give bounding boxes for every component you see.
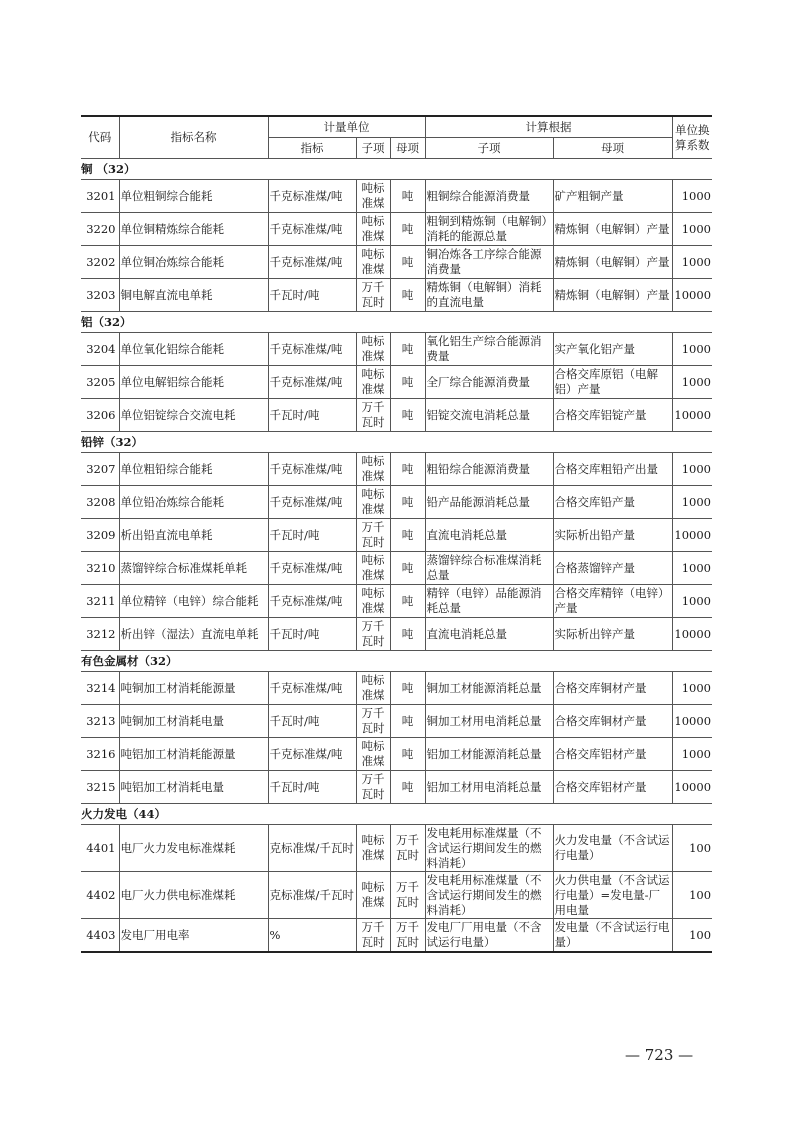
row-sub-unit: 吨标准煤 xyxy=(356,672,390,705)
row-calc-sub: 铜冶炼各工序综合能源消费量 xyxy=(425,246,553,279)
row-sub-unit: 万千瓦时 xyxy=(356,919,390,953)
row-name: 吨铜加工材消耗能源量 xyxy=(119,672,268,705)
row-name: 单位粗铜综合能耗 xyxy=(119,180,268,213)
row-unit: 克标准煤/千瓦时 xyxy=(268,872,356,919)
row-code: 3207 xyxy=(81,453,119,486)
row-name: 蒸馏锌综合标准煤耗单耗 xyxy=(119,552,268,585)
row-calc-denom: 合格交库铝材产量 xyxy=(553,738,672,771)
row-name: 单位铅冶炼综合能耗 xyxy=(119,486,268,519)
row-calc-sub: 全厂综合能源消费量 xyxy=(425,366,553,399)
row-calc-denom: 精炼铜（电解铜）产量 xyxy=(553,213,672,246)
row-code: 3205 xyxy=(81,366,119,399)
row-calc-denom: 合格交库铝材产量 xyxy=(553,771,672,804)
header-code: 代码 xyxy=(81,116,119,159)
row-sub-unit: 万千瓦时 xyxy=(356,618,390,651)
row-code: 3220 xyxy=(81,213,119,246)
row-calc-sub: 发电厂厂用电量（不含试运行电量） xyxy=(425,919,553,953)
row-code: 3203 xyxy=(81,279,119,312)
table-body xyxy=(81,159,712,953)
table-row xyxy=(81,738,712,771)
header-calc-sub: 子项 xyxy=(425,138,553,159)
row-sub-unit: 吨标准煤 xyxy=(356,213,390,246)
row-sub-unit: 吨标准煤 xyxy=(356,246,390,279)
row-denom-unit: 吨 xyxy=(390,333,425,366)
row-denom-unit: 吨 xyxy=(390,246,425,279)
row-name: 电厂火力发电标准煤耗 xyxy=(119,825,268,872)
row-calc-denom: 合格交库铜材产量 xyxy=(553,705,672,738)
row-name: 单位精锌（电锌）综合能耗 xyxy=(119,585,268,618)
row-calc-sub: 铝加工材能源消耗总量 xyxy=(425,738,553,771)
row-factor: 1000 xyxy=(672,552,712,585)
row-unit: 千克标准煤/吨 xyxy=(268,738,356,771)
row-unit: 千克标准煤/吨 xyxy=(268,180,356,213)
header-calc-denom: 母项 xyxy=(553,138,672,159)
table-row xyxy=(81,366,712,399)
table-row xyxy=(81,585,712,618)
row-unit: 千克标准煤/吨 xyxy=(268,486,356,519)
row-factor: 1000 xyxy=(672,486,712,519)
row-denom-unit: 吨 xyxy=(390,399,425,432)
row-calc-sub: 粗铅综合能源消费量 xyxy=(425,453,553,486)
section-title: 铅锌（32） xyxy=(81,432,712,453)
row-denom-unit: 吨 xyxy=(390,771,425,804)
table-row xyxy=(81,919,712,953)
row-calc-sub: 氧化铝生产综合能源消费量 xyxy=(425,333,553,366)
row-unit: 千克标准煤/吨 xyxy=(268,585,356,618)
row-denom-unit: 万千瓦时 xyxy=(390,872,425,919)
row-unit: 克标准煤/千瓦时 xyxy=(268,825,356,872)
row-unit: 千瓦时/吨 xyxy=(268,618,356,651)
header-factor: 单位换算系数 xyxy=(672,116,712,159)
row-calc-denom: 合格交库粗铅产出量 xyxy=(553,453,672,486)
row-denom-unit: 吨 xyxy=(390,585,425,618)
row-factor: 1000 xyxy=(672,672,712,705)
row-unit: % xyxy=(268,919,356,953)
row-calc-denom: 发电量（不含试运行电量） xyxy=(553,919,672,953)
row-calc-denom: 火力供电量（不含试运行电量）=发电量-厂用电量 xyxy=(553,872,672,919)
row-code: 3211 xyxy=(81,585,119,618)
row-name: 吨铜加工材消耗电量 xyxy=(119,705,268,738)
row-denom-unit: 吨 xyxy=(390,213,425,246)
section-header xyxy=(81,159,712,180)
row-calc-sub: 精炼铜（电解铜）消耗的直流电量 xyxy=(425,279,553,312)
row-denom-unit: 吨 xyxy=(390,738,425,771)
row-sub-unit: 万千瓦时 xyxy=(356,399,390,432)
row-calc-sub: 铅产品能源消耗总量 xyxy=(425,486,553,519)
row-calc-sub: 粗铜到精炼铜（电解铜）消耗的能源总量 xyxy=(425,213,553,246)
row-name: 单位氧化铝综合能耗 xyxy=(119,333,268,366)
row-calc-sub: 发电耗用标准煤量（不含试运行期间发生的燃料消耗） xyxy=(425,872,553,919)
row-calc-sub: 铝加工材用电消耗总量 xyxy=(425,771,553,804)
row-calc-denom: 矿产粗铜产量 xyxy=(553,180,672,213)
header-calc-group: 计算根据 xyxy=(425,116,672,138)
table-row xyxy=(81,825,712,872)
row-name: 吨铝加工材消耗能源量 xyxy=(119,738,268,771)
row-name: 析出铅直流电单耗 xyxy=(119,519,268,552)
row-unit: 千克标准煤/吨 xyxy=(268,552,356,585)
table-row xyxy=(81,486,712,519)
row-code: 3202 xyxy=(81,246,119,279)
row-code: 3215 xyxy=(81,771,119,804)
row-denom-unit: 吨 xyxy=(390,453,425,486)
row-sub-unit: 万千瓦时 xyxy=(356,279,390,312)
row-calc-denom: 精炼铜（电解铜）产量 xyxy=(553,279,672,312)
row-code: 3208 xyxy=(81,486,119,519)
row-factor: 1000 xyxy=(672,453,712,486)
section-header xyxy=(81,432,712,453)
row-denom-unit: 吨 xyxy=(390,705,425,738)
table-row xyxy=(81,399,712,432)
row-factor: 100 xyxy=(672,825,712,872)
row-calc-denom: 精炼铜（电解铜）产量 xyxy=(553,246,672,279)
row-denom-unit: 万千瓦时 xyxy=(390,919,425,953)
row-code: 4403 xyxy=(81,919,119,953)
row-factor: 10000 xyxy=(672,399,712,432)
row-factor: 10000 xyxy=(672,771,712,804)
header-name: 指标名称 xyxy=(119,116,268,159)
table-row xyxy=(81,771,712,804)
row-calc-denom: 合格蒸馏锌产量 xyxy=(553,552,672,585)
row-calc-sub: 铜加工材能源消耗总量 xyxy=(425,672,553,705)
row-calc-sub: 精锌（电锌）品能源消耗总量 xyxy=(425,585,553,618)
row-calc-sub: 铜加工材用电消耗总量 xyxy=(425,705,553,738)
row-code: 4402 xyxy=(81,872,119,919)
row-calc-denom: 合格交库原铝（电解铝）产量 xyxy=(553,366,672,399)
row-factor: 1000 xyxy=(672,585,712,618)
section-header xyxy=(81,651,712,672)
row-code: 3209 xyxy=(81,519,119,552)
row-unit: 千瓦时/吨 xyxy=(268,399,356,432)
row-unit: 千克标准煤/吨 xyxy=(268,453,356,486)
header-unit-group: 计量单位 xyxy=(268,116,425,138)
row-factor: 1000 xyxy=(672,213,712,246)
row-denom-unit: 吨 xyxy=(390,519,425,552)
row-sub-unit: 万千瓦时 xyxy=(356,519,390,552)
row-denom-unit: 吨 xyxy=(390,672,425,705)
row-unit: 千瓦时/吨 xyxy=(268,705,356,738)
indicator-table xyxy=(81,115,712,953)
row-name: 单位铜精炼综合能耗 xyxy=(119,213,268,246)
row-denom-unit: 吨 xyxy=(390,180,425,213)
table-row xyxy=(81,672,712,705)
row-code: 3204 xyxy=(81,333,119,366)
header-unit-denom: 母项 xyxy=(390,138,425,159)
row-calc-denom: 火力发电量（不含试运行电量） xyxy=(553,825,672,872)
row-calc-sub: 粗铜综合能源消费量 xyxy=(425,180,553,213)
section-title: 有色金属材（32） xyxy=(81,651,712,672)
row-name: 铜电解直流电单耗 xyxy=(119,279,268,312)
row-sub-unit: 吨标准煤 xyxy=(356,552,390,585)
row-calc-denom: 合格交库铜材产量 xyxy=(553,672,672,705)
row-denom-unit: 吨 xyxy=(390,366,425,399)
table-row xyxy=(81,705,712,738)
row-name: 单位铝锭综合交流电耗 xyxy=(119,399,268,432)
row-factor: 10000 xyxy=(672,618,712,651)
table-row xyxy=(81,872,712,919)
row-code: 3201 xyxy=(81,180,119,213)
table-row xyxy=(81,552,712,585)
section-title: 火力发电（44） xyxy=(81,804,712,825)
table-row xyxy=(81,180,712,213)
row-calc-denom: 实际析出锌产量 xyxy=(553,618,672,651)
table-row xyxy=(81,618,712,651)
row-sub-unit: 万千瓦时 xyxy=(356,705,390,738)
table-row xyxy=(81,279,712,312)
row-name: 发电厂用电率 xyxy=(119,919,268,953)
table-row xyxy=(81,519,712,552)
row-unit: 千克标准煤/吨 xyxy=(268,333,356,366)
header-unit-indicator: 指标 xyxy=(268,138,356,159)
row-unit: 千瓦时/吨 xyxy=(268,771,356,804)
row-denom-unit: 万千瓦时 xyxy=(390,825,425,872)
row-code: 3213 xyxy=(81,705,119,738)
row-sub-unit: 吨标准煤 xyxy=(356,486,390,519)
row-factor: 1000 xyxy=(672,333,712,366)
row-name: 单位铜冶炼综合能耗 xyxy=(119,246,268,279)
row-factor: 1000 xyxy=(672,180,712,213)
row-denom-unit: 吨 xyxy=(390,279,425,312)
row-sub-unit: 吨标准煤 xyxy=(356,453,390,486)
row-name: 单位粗铅综合能耗 xyxy=(119,453,268,486)
row-code: 3214 xyxy=(81,672,119,705)
row-code: 3210 xyxy=(81,552,119,585)
row-sub-unit: 吨标准煤 xyxy=(356,738,390,771)
table-row xyxy=(81,246,712,279)
section-title: 铜 （32） xyxy=(81,159,712,180)
row-sub-unit: 吨标准煤 xyxy=(356,872,390,919)
row-sub-unit: 万千瓦时 xyxy=(356,771,390,804)
row-factor: 100 xyxy=(672,919,712,953)
row-sub-unit: 吨标准煤 xyxy=(356,585,390,618)
row-factor: 1000 xyxy=(672,366,712,399)
row-name: 吨铝加工材消耗电量 xyxy=(119,771,268,804)
row-calc-sub: 铝锭交流电消耗总量 xyxy=(425,399,553,432)
section-header xyxy=(81,804,712,825)
row-calc-sub: 发电耗用标准煤量（不含试运行期间发生的燃料消耗） xyxy=(425,825,553,872)
section-title: 铝（32） xyxy=(81,312,712,333)
row-unit: 千克标准煤/吨 xyxy=(268,246,356,279)
row-factor: 1000 xyxy=(672,738,712,771)
row-name: 单位电解铝综合能耗 xyxy=(119,366,268,399)
row-factor: 100 xyxy=(672,872,712,919)
row-unit: 千瓦时/吨 xyxy=(268,279,356,312)
row-sub-unit: 吨标准煤 xyxy=(356,825,390,872)
row-factor: 10000 xyxy=(672,279,712,312)
table-row xyxy=(81,333,712,366)
page-number: — 723 — xyxy=(625,1046,694,1064)
row-code: 3216 xyxy=(81,738,119,771)
row-unit: 千克标准煤/吨 xyxy=(268,213,356,246)
row-sub-unit: 吨标准煤 xyxy=(356,366,390,399)
row-denom-unit: 吨 xyxy=(390,486,425,519)
table-row xyxy=(81,213,712,246)
section-header xyxy=(81,312,712,333)
row-calc-sub: 直流电消耗总量 xyxy=(425,618,553,651)
row-sub-unit: 吨标准煤 xyxy=(356,333,390,366)
row-calc-denom: 合格交库铝锭产量 xyxy=(553,399,672,432)
row-sub-unit: 吨标准煤 xyxy=(356,180,390,213)
row-unit: 千瓦时/吨 xyxy=(268,519,356,552)
row-code: 3206 xyxy=(81,399,119,432)
row-code: 4401 xyxy=(81,825,119,872)
row-calc-denom: 实际析出铅产量 xyxy=(553,519,672,552)
row-factor: 1000 xyxy=(672,246,712,279)
header-unit-sub: 子项 xyxy=(356,138,390,159)
row-name: 电厂火力供电标准煤耗 xyxy=(119,872,268,919)
row-factor: 10000 xyxy=(672,519,712,552)
row-unit: 千克标准煤/吨 xyxy=(268,672,356,705)
row-calc-sub: 直流电消耗总量 xyxy=(425,519,553,552)
row-calc-denom: 合格交库铅产量 xyxy=(553,486,672,519)
row-name: 析出锌（湿法）直流电单耗 xyxy=(119,618,268,651)
row-denom-unit: 吨 xyxy=(390,552,425,585)
row-calc-sub: 蒸馏锌综合标准煤消耗总量 xyxy=(425,552,553,585)
row-calc-denom: 合格交库精锌（电锌）产量 xyxy=(553,585,672,618)
row-code: 3212 xyxy=(81,618,119,651)
row-factor: 10000 xyxy=(672,705,712,738)
row-calc-denom: 实产氧化铝产量 xyxy=(553,333,672,366)
row-denom-unit: 吨 xyxy=(390,618,425,651)
row-unit: 千克标准煤/吨 xyxy=(268,366,356,399)
table-row xyxy=(81,453,712,486)
